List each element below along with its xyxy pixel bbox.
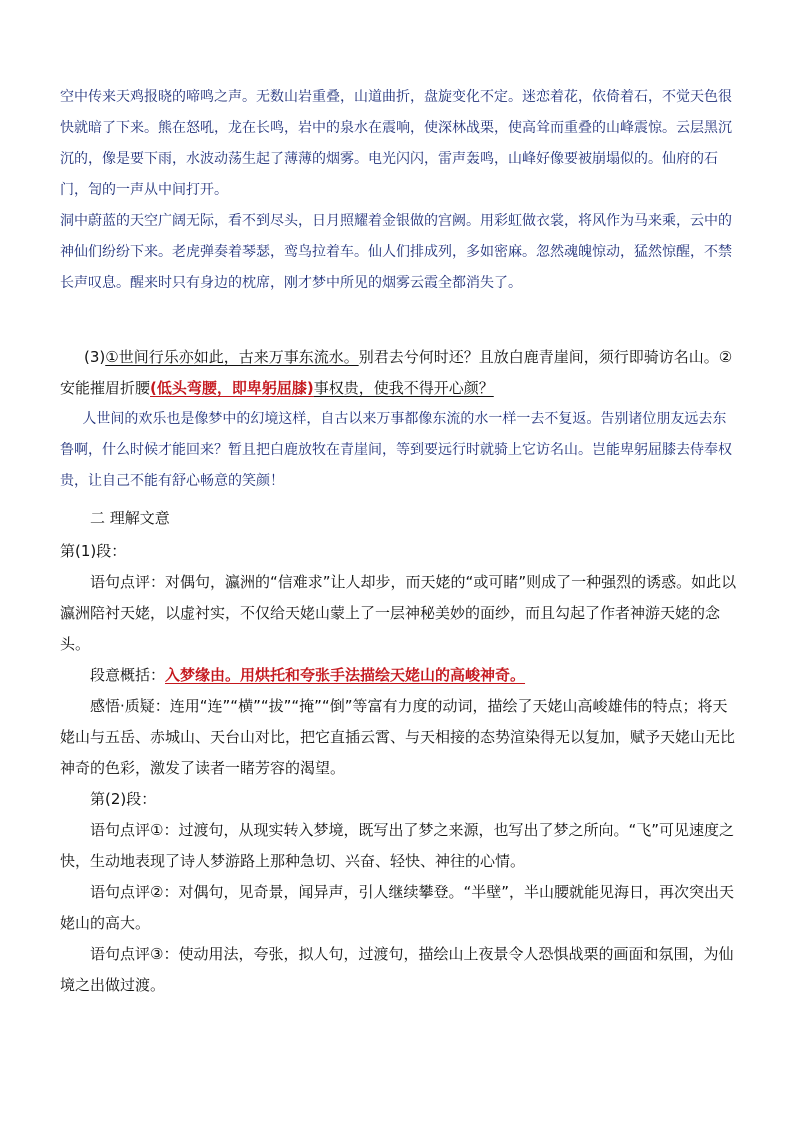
summary-label: 段意概括： [90,666,166,684]
verse-annotation: (低头弯腰，即卑躬屈膝) [150,379,314,397]
translation-paragraph: 人世间的欢乐也是像梦中的幻境这样，自古以来万事都像东流的水一样一去不复返。告别诸位朋友远去东鲁啊，什么时候才能回来？暂且把白鹿放牧在青崖间，等到要远行时就骑上它访名山。岂能卑躬屈膝去侍奉权贵，让自己不能有舒心畅意的笑颜！ [60,411,732,489]
paragraph-label: 第(1)段： [60,542,127,560]
verse-line-3: ②安能摧眉折腰 [60,348,733,397]
paragraph-label: 第(2)段： [90,790,157,808]
sentence-comment: 语句点评②：对偶句，见奇景，闻异声，引人继续攀登。“半壁”，半山腰就能见海日，再次突出天姥山的高大。 [60,883,734,932]
translation-paragraph: 空中传来天鸡报晓的啼鸣之声。无数山岩重叠，山道曲折，盘旋变化不定。迷恋着花，依倚着石，不觉天色很快就暗了下来。熊在怒吼，龙在长鸣，岩中的泉水在震响，使深林战栗，使高耸而重叠的山峰震惊。云层黑沉沉的，像是要下雨，水波动荡生起了薄薄的烟雾。电光闪闪，雷声轰鸣，山峰好像要被崩塌似的。仙府的石门，訇的一声从中间打开。 [60,89,732,198]
sentence-comment: 语句点评③：使动用法，夸张，拟人句，过渡句，描绘山上夜景令人恐惧战栗的画面和氛围，为仙境之出做过渡。 [60,945,734,994]
reflection: 感悟·质疑：连用“连”“横”“拔”“掩”“倒”等富有力度的动词，描绘了天姥山高峻雄伟的特点；将天姥山与五岳、赤城山、天台山对比，把它直插云霄、与天相接的态势渲染得无以复加，赋予天姥山无比神奇的色彩，激发了读者一睹芳容的渴望。 [60,697,736,777]
translation-block-1 [60,82,740,299]
section-body [60,536,740,1001]
paragraph-summary [60,660,740,691]
section-heading: 二 理解文意 [90,509,170,527]
verse-line-1: ①世间行乐亦如此，古来万事东流水。 [105,348,359,366]
translation-block-2 [60,404,740,497]
summary-text: 入梦缘由。用烘托和夸张手法描绘天姥山的高峻神奇。 [165,666,526,684]
verse-line-2: 别君去兮何时还？且放白鹿青崖间，须行即骑访名山。 [358,348,719,366]
sentence-comment: 语句点评：对偶句，瀛洲的“信难求”让人却步，而天姥的“或可睹”则成了一种强烈的诱惑。如此以瀛洲陪衬天姥，以虚衬实，不仅给天姥山蒙上了一层神秘美妙的面纱，而且勾起了作者神游天姥的念头。 [60,573,737,653]
translation-paragraph: 洞中蔚蓝的天空广阔无际，看不到尽头，日月照耀着金银做的宫阙。用彩虹做衣裳，将风作为马来乘，云中的神仙们纷纷下来。老虎弹奏着琴瑟，鸾鸟拉着车。仙人们排成列，多如密麻。忽然魂魄惊动，猛然惊醒，不禁长声叹息。醒来时只有身边的枕席，刚才梦中所见的烟雾云霞全都消失了。 [60,213,732,291]
verse-3 [60,342,740,404]
sentence-comment: 语句点评①：过渡句，从现实转入梦境，既写出了梦之来源，也写出了梦之所向。“飞”可见速度之快，生动地表现了诗人梦游路上那种急切、兴奋、轻快、神往的心情。 [60,821,734,870]
verse-number: (3) [84,348,106,366]
verse-line-4: 事权贵，使我不得开心颜？ [313,379,494,397]
